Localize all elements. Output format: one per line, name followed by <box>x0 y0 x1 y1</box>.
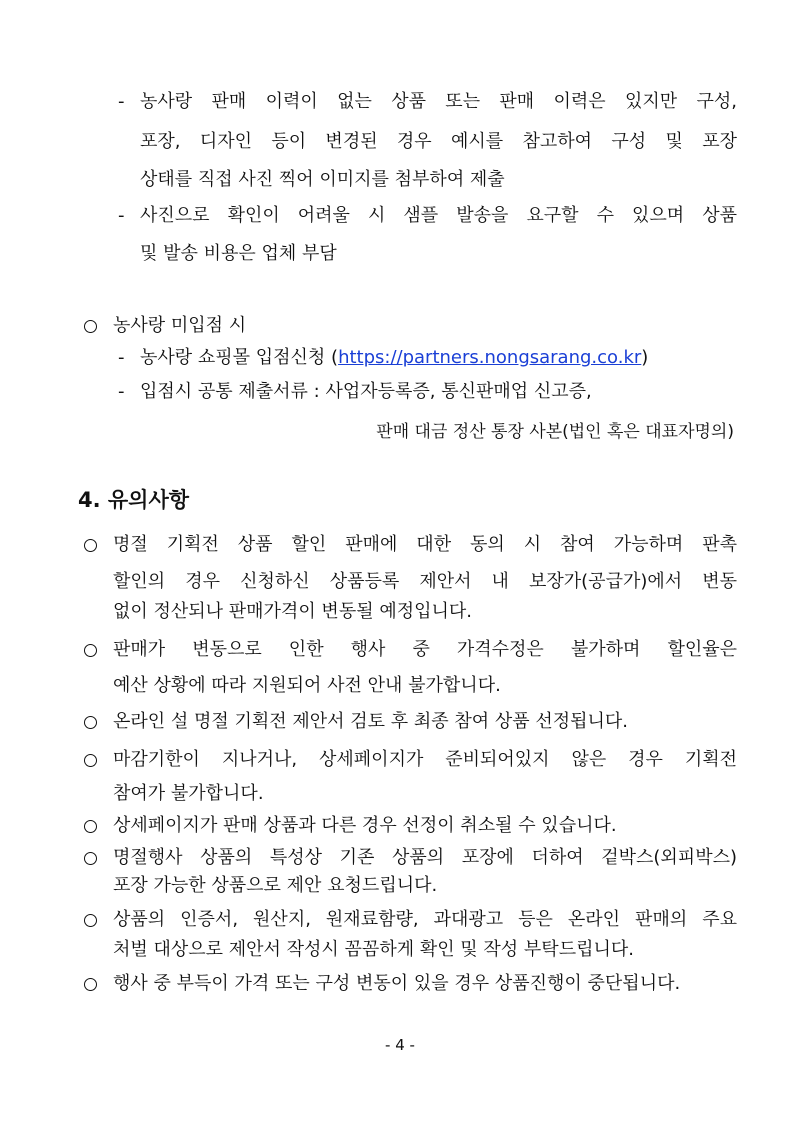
circle-bullet-icon <box>84 978 97 991</box>
list-item-line: 행사 중 부득이 가격 또는 구성 변동이 있을 경우 상품진행이 중단됩니다. <box>113 973 681 994</box>
page-number: - 4 - <box>385 1036 415 1054</box>
list-item-line: 농사랑 판매 이력이 없는 상품 또는 판매 이력은 있지만 구성, <box>140 91 737 112</box>
circle-bullet-icon <box>84 852 97 865</box>
list-item-line: 상세페이지가 판매 상품과 다른 경우 선정이 취소될 수 있습니다. <box>113 815 617 836</box>
circle-bullet-icon <box>84 539 97 552</box>
list-item-line: 참여가 불가합니다. <box>113 783 264 804</box>
circle-bullet-icon <box>84 716 97 729</box>
entry-apply-line <box>140 346 648 370</box>
list-item-line: 처벌 대상으로 제안서 작성시 꼼꼼하게 확인 및 작성 부탁드립니다. <box>113 939 634 960</box>
dash-bullet: - <box>118 347 125 368</box>
list-item-line: 할인의 경우 신청하신 상품등록 제안서 내 보장가(공급가)에서 변동 <box>113 571 737 592</box>
dash-bullet: - <box>118 205 125 226</box>
circle-bullet-icon <box>84 820 97 833</box>
list-item-line: 예산 상황에 따라 지원되어 사전 안내 불가합니다. <box>113 675 501 696</box>
list-item-line: 판매가 변동으로 인한 행사 중 가격수정은 불가하며 할인율은 <box>113 639 737 660</box>
list-item-line: 포장 가능한 상품으로 제안 요청드립니다. <box>113 875 438 896</box>
section-heading: 4. 유의사항 <box>78 488 190 512</box>
apply-label: 농사랑 쇼핑몰 입점신청 ( <box>140 347 339 368</box>
list-item-line: 마감기한이 지나거나, 상세페이지가 준비되어있지 않은 경우 기획전 <box>113 749 737 770</box>
circle-bullet-icon <box>84 320 97 333</box>
partners-link[interactable]: https://partners.nongsarang.co.kr <box>338 347 642 368</box>
list-item-line: 포장, 디자인 등이 변경된 경우 예시를 참고하여 구성 및 포장 <box>140 131 737 152</box>
entry-docs-line1: 입점시 공통 제출서류 : 사업자등록증, 통신판매업 신고증, <box>140 381 592 402</box>
dash-bullet: - <box>118 91 125 112</box>
list-item-line: 명절행사 상품의 특성상 기존 상품의 포장에 더하여 겉박스(외피박스) <box>113 847 737 868</box>
list-item-line: 상품의 인증서, 원산지, 원재료함량, 과대광고 등은 온라인 판매의 주요 <box>113 909 737 930</box>
entry-title: 농사랑 미입점 시 <box>113 315 247 336</box>
circle-bullet-icon <box>84 644 97 657</box>
entry-docs-line2: 판매 대금 정산 통장 사본(법인 혹은 대표자명의) <box>376 422 734 442</box>
list-item-line: 없이 정산되나 판매가격이 변동될 예정입니다. <box>113 601 472 622</box>
circle-bullet-icon <box>84 754 97 767</box>
list-item-line: 상태를 직접 사진 찍어 이미지를 첨부하여 제출 <box>140 169 505 190</box>
list-item-line: 온라인 설 명절 기획전 제안서 검토 후 최종 참여 상품 선정됩니다. <box>113 711 629 732</box>
circle-bullet-icon <box>84 914 97 927</box>
dash-bullet: - <box>118 381 125 402</box>
list-item-line: 사진으로 확인이 어려울 시 샘플 발송을 요구할 수 있으며 상품 <box>140 205 737 226</box>
list-item-line: 명절 기획전 상품 할인 판매에 대한 동의 시 참여 가능하며 판촉 <box>113 534 737 555</box>
list-item-line: 및 발송 비용은 업체 부담 <box>140 243 337 264</box>
apply-close: ) <box>641 347 649 368</box>
